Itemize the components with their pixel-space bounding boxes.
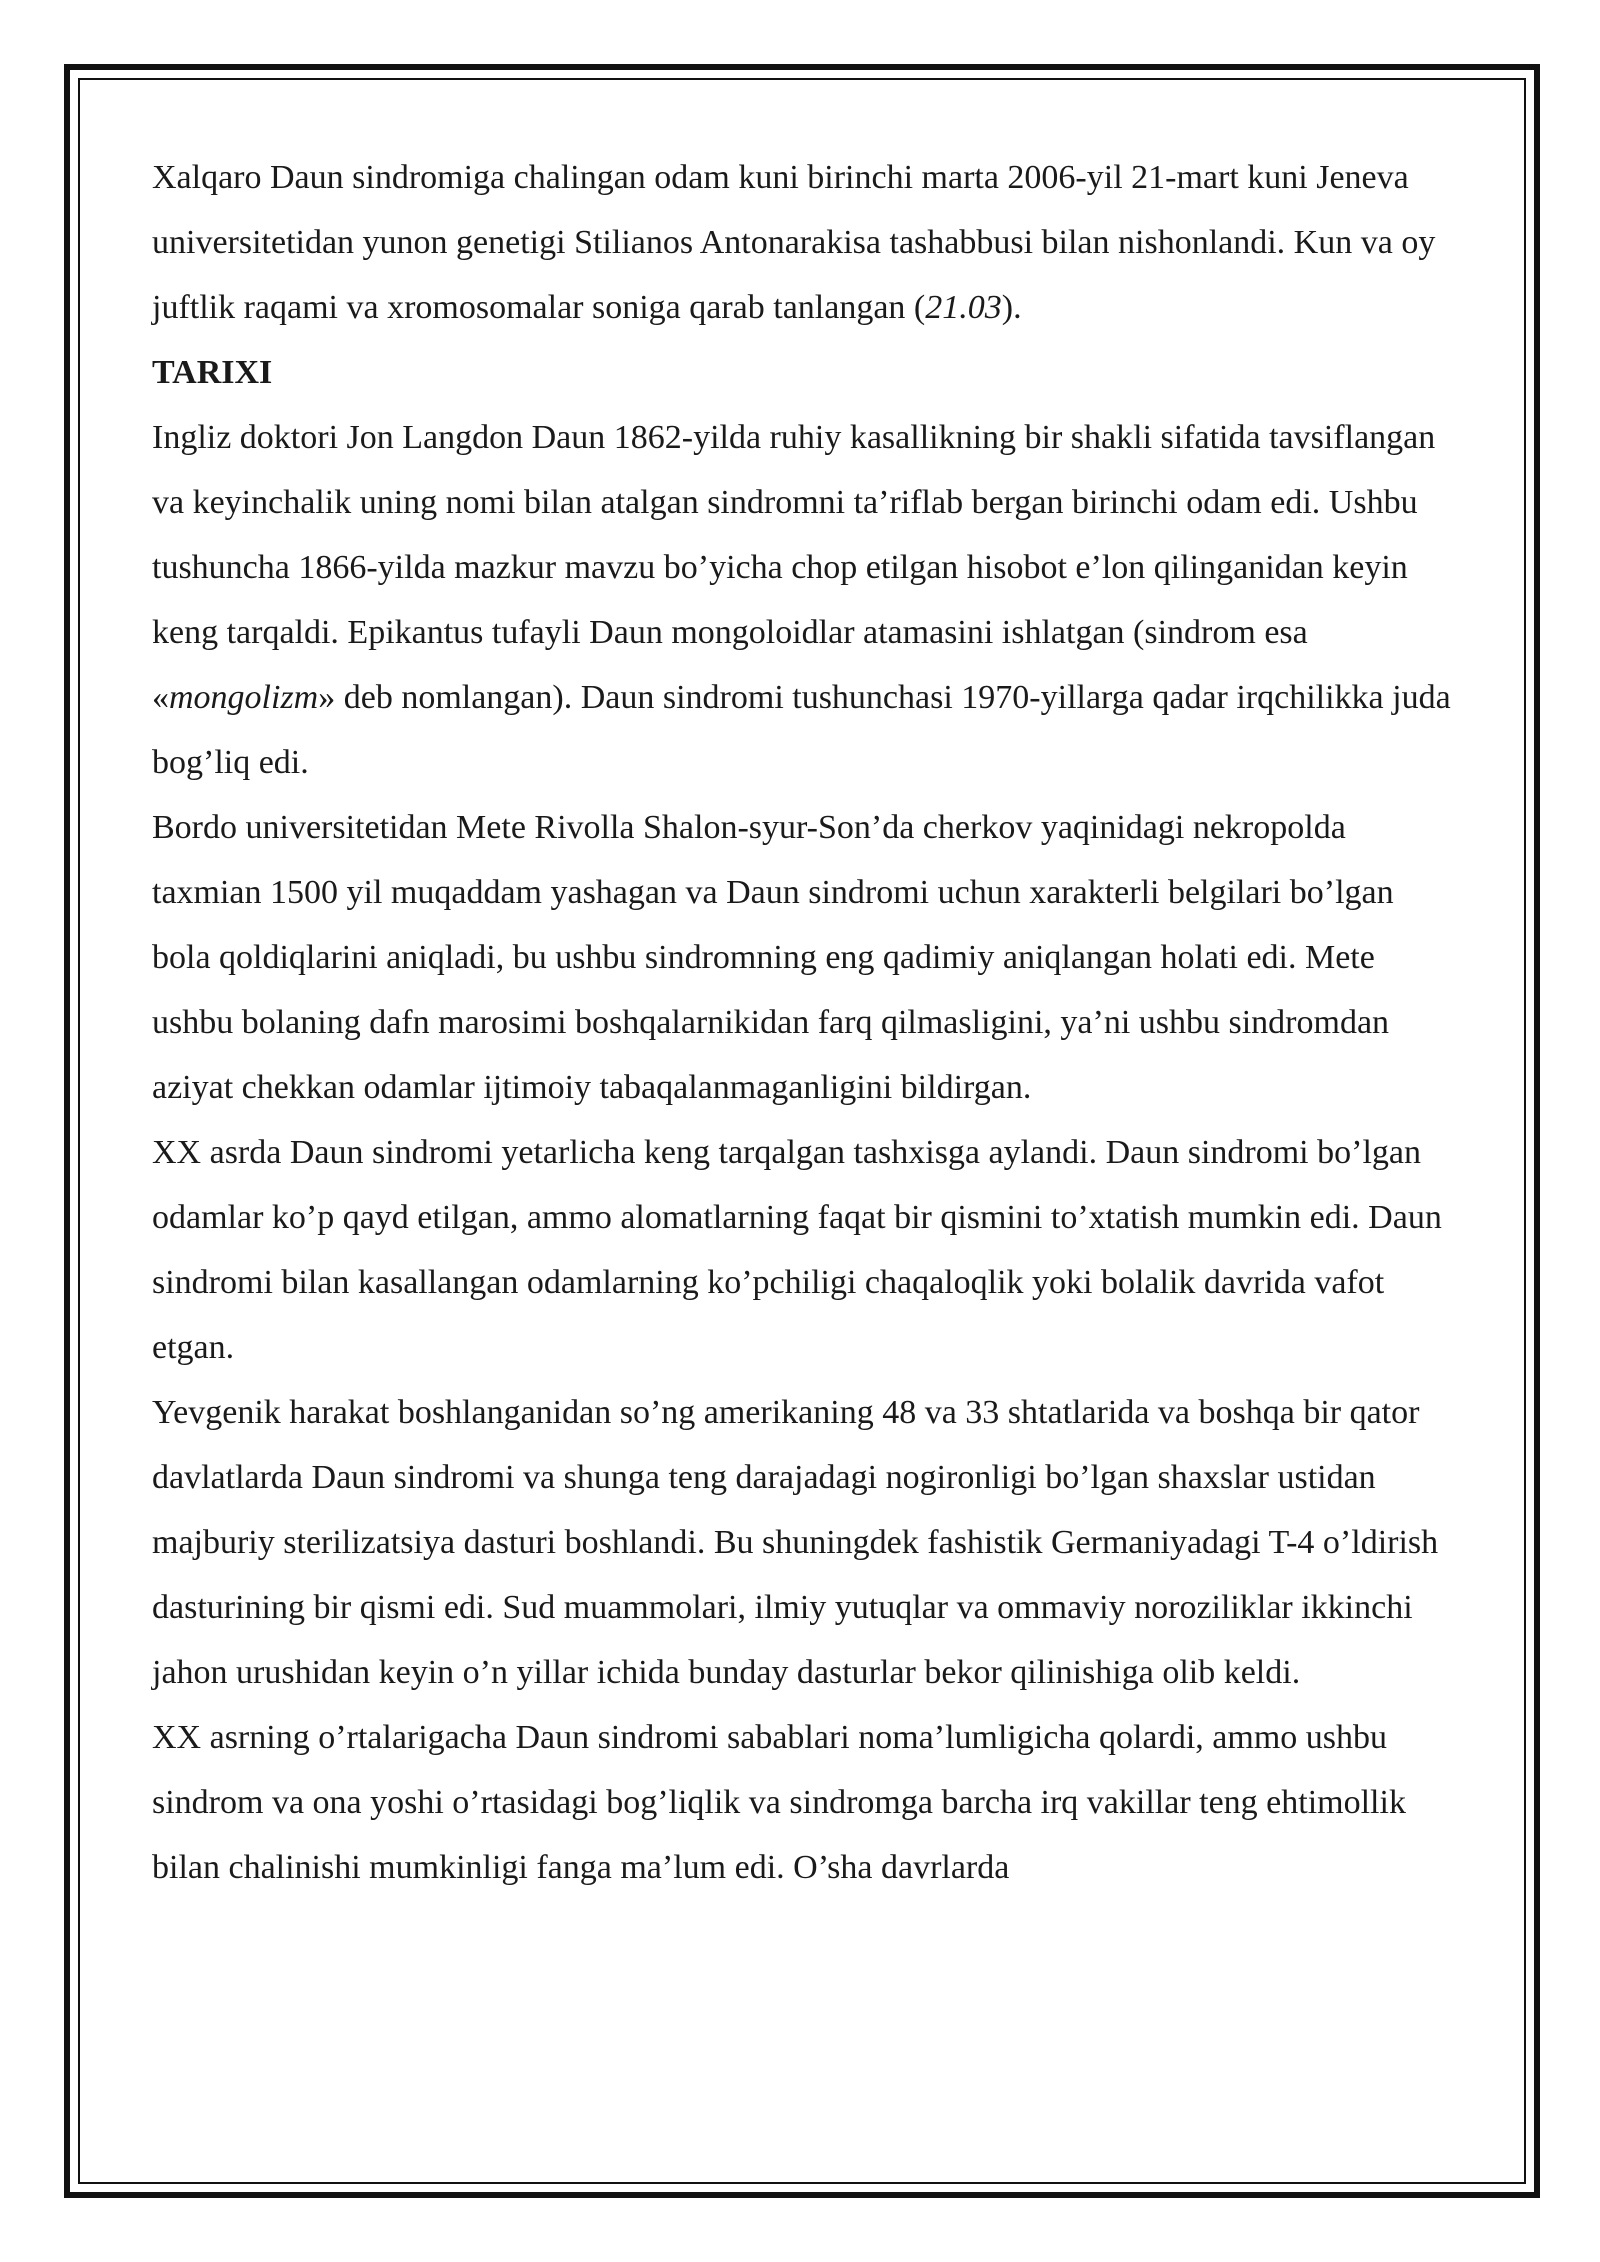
intro-text-end: ). xyxy=(1001,289,1022,326)
para1-term: mongolizm xyxy=(169,679,319,716)
intro-paragraph xyxy=(152,145,1452,340)
history-paragraph-5: XX asrning o’rtalarigacha Daun sindromi sabablari noma’lumligicha qolardi, ammo ushbu sindrom va ona yoshi o’rtasidagi bog’liqlik va sindromga barcha irq vakillar teng ehtimollik bilan chalinishi mumkinligi fanga ma’lum edi. O’sha davrlarda xyxy=(152,1719,1406,1886)
para1-text-end: » deb nomlangan). Daun sindromi tushunchasi 1970-yillarga qadar irqchilikka juda bog’liq edi. xyxy=(152,679,1451,781)
history-paragraph-3: XX asrda Daun sindromi yetarlicha keng tarqalgan tashxisga aylandi. Daun sindromi bo’lgan odamlar ko’p qayd etilgan, ammo alomatlarning faqat bir qismini to’xtatish mumkin edi. Daun sindromi bilan kasallangan odamlarning ko’pchiligi chaqaloqlik yoki bolalik davrida vafot etgan. xyxy=(152,1134,1442,1366)
history-paragraph-4: Yevgenik harakat boshlanganidan so’ng amerikaning 48 va 33 shtatlarida va boshqa bir qator davlatlarda Daun sindromi va shunga teng darajadagi nogironligi bo’lgan shaxslar ustidan majburiy sterilizatsiya dasturi boshlandi. Bu shuningdek fashistik Germaniyadagi T-4 o’ldirish dasturining bir qismi edi. Sud muammolari, ilmiy yutuqlar va ommaviy noroziliklar ikkinchi jahon urushidan keyin o’n yillar ichida bunday dasturlar bekor qilinishiga olib keldi. xyxy=(152,1394,1439,1691)
history-paragraph-2: Bordo universitetidan Mete Rivolla Shalon-syur-Son’da cherkov yaqinidagi nekropolda taxmian 1500 yil muqaddam yashagan va Daun sindromi uchun xarakterli belgilari bo’lgan bola qoldiqlarini aniqladi, bu ushbu sindromning eng qadimiy aniqlangan holati edi. Mete ushbu bolaning dafn marosimi boshqalarnikidan farq qilmasligini, ya’ni ushbu sindromdan aziyat chekkan odamlar ijtimoiy tabaqalanmaganligini bildirgan. xyxy=(152,809,1394,1106)
section-heading: TARIXI xyxy=(152,354,273,391)
document-body xyxy=(152,145,1452,1900)
intro-text: Xalqaro Daun sindromiga chalingan odam kuni birinchi marta 2006-yil 21-mart kuni Jeneva universitetidan yunon genetigi Stilianos Antonarakisa tashabbusi bilan nishonlandi. Kun va oy juftlik raqami va xromosomalar soniga qarab tanlangan ( xyxy=(152,159,1436,326)
history-paragraph-1 xyxy=(152,405,1452,795)
intro-date: 21.03 xyxy=(925,289,1002,326)
para1-text: Ingliz doktori Jon Langdon Daun 1862-yilda ruhiy kasallikning bir shakli sifatida tavsiflangan va keyinchalik uning nomi bilan atalgan sindromni ta’riflab bergan birinchi odam edi. Ushbu tushuncha 1866-yilda mazkur mavzu bo’yicha chop etilgan hisobot e’lon qilinganidan keyin keng tarqaldi. Epikantus tufayli Daun mongoloidlar atamasini ishlatgan (sindrom esa « xyxy=(152,419,1436,716)
